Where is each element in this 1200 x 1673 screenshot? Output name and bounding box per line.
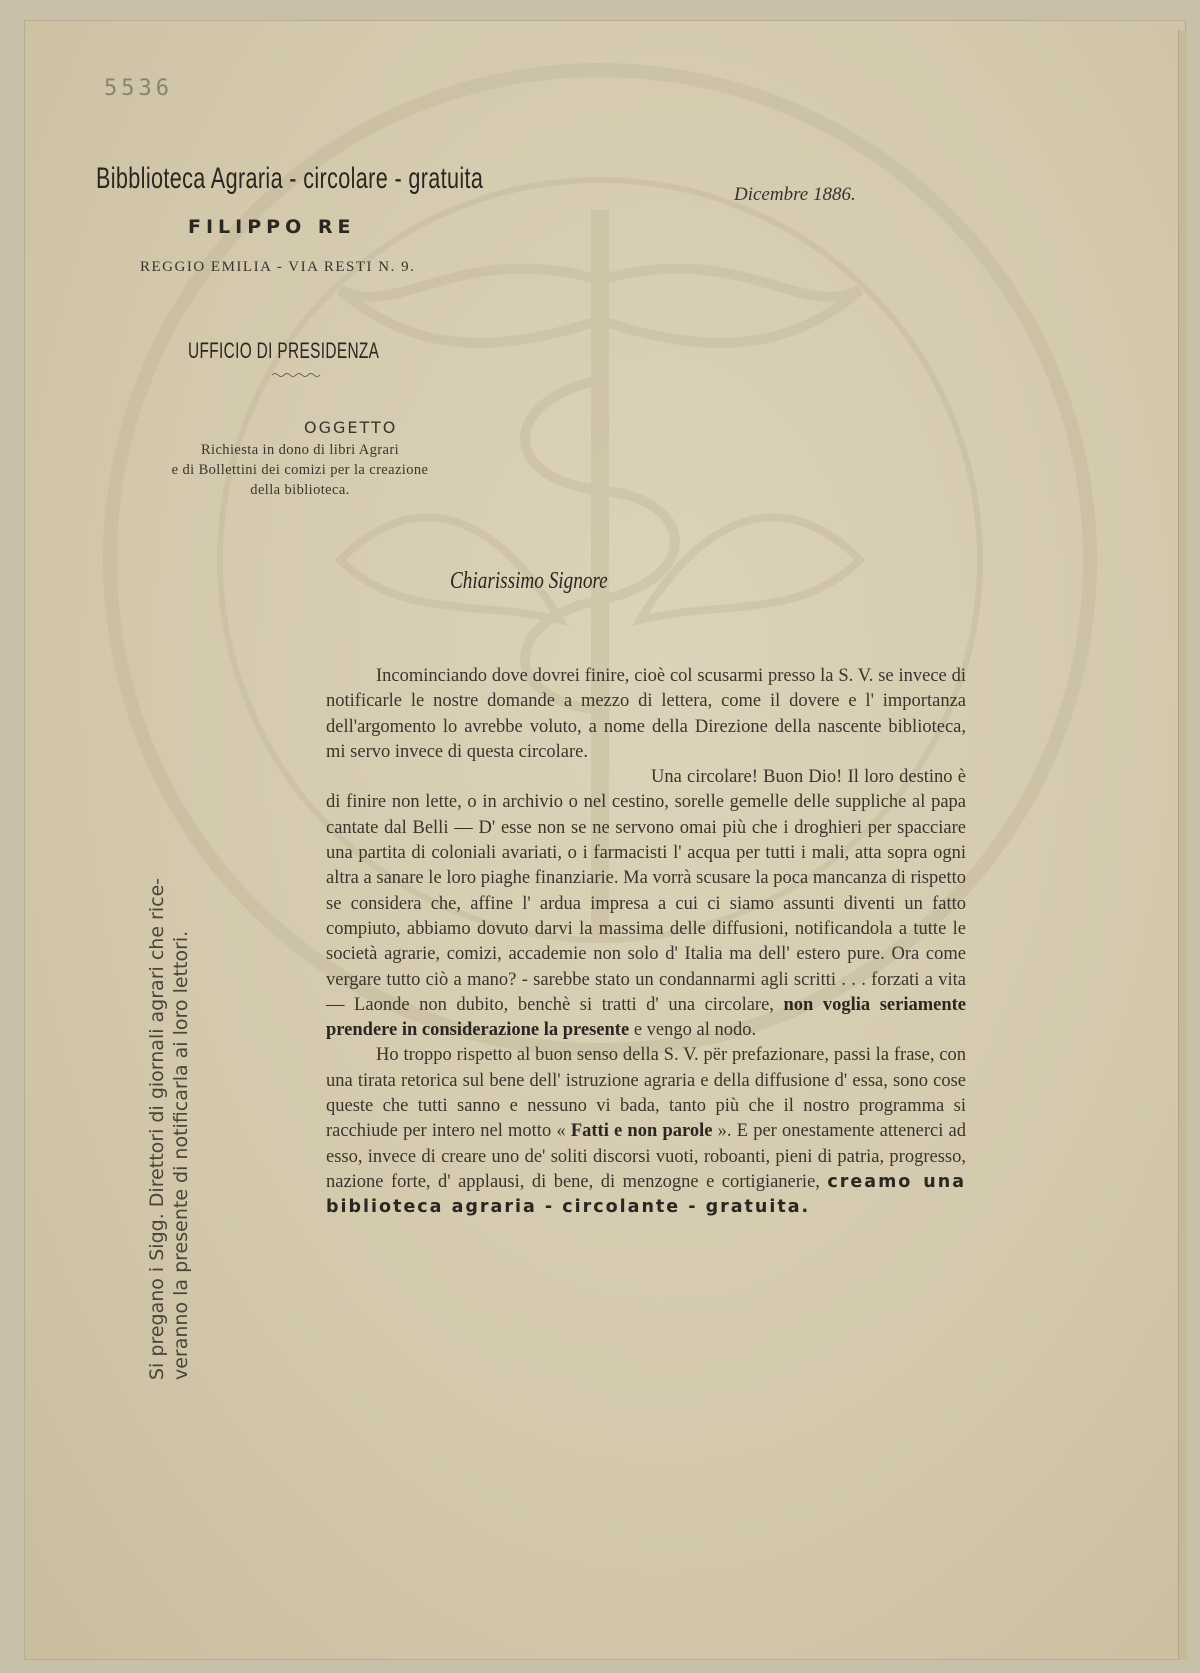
subject-block [90, 440, 510, 500]
motto-text: Fatti e non parole [570, 1121, 713, 1142]
office-heading: UFFICIO DI PRESIDENZA [188, 338, 380, 363]
sidenote-line: veranno la presente di notificarla ai loro lettori. [170, 930, 192, 1380]
letter-body [326, 664, 966, 1221]
ornament-divider [272, 372, 322, 378]
header-name: FILIPPO RE [188, 216, 356, 238]
emphasis-text: non voglia seriamente prendere in considerazione la presente [326, 994, 967, 1041]
paragraph [326, 1043, 966, 1220]
header-address: REGGIO EMILIA - VIA RESTI N. 9. [140, 259, 416, 275]
sidenote-line: Si pregano i Sigg. Direttori di giornali agrari che rice- [146, 877, 168, 1380]
paragraph-text: Ho troppo rispetto al buon senso della S. V. për prefazionare, passi la frase, con una tirata retorica sul bene dell' istruzione agraria e della diffusione d' essa, sono cose queste che tutti sanno e nessuno vi bada, tanto più che il nostro programma si racchiude per intero nel motto « [326, 1045, 966, 1142]
paragraph-text: ». E per onestamente attenerci ad esso, invece di creare uno de' soliti discorsi vuoti, roboanti, pieni di patria, progresso, nazione forte, d' applausi, di bene, di menzogne e cortigianerie, [326, 1121, 966, 1192]
subject-line: della biblioteca. [250, 482, 350, 498]
emphasis-text: creamo una biblioteca agraria - circolante - gratuita. [326, 1171, 967, 1218]
document-date: Dicembre 1886. [734, 184, 856, 205]
subject-line: e di Bollettini dei comizi per la creazione [171, 462, 429, 478]
vertical-sidenote [145, 660, 193, 1380]
header-title: Bibblioteca Agraria - circolare - gratuita [96, 162, 484, 195]
paragraph [326, 765, 966, 1043]
sheet-edge [1178, 30, 1187, 1660]
subject-heading: OGGETTO [304, 418, 398, 437]
paragraph: Incominciando dove dovrei finire, cioè col scusarmi presso la S. V. se invece di notificarle le nostre domande a mezzo di lettera, come il dovere e l' importanza dell'argomento lo avrebbe voluto, a nome della Direzione della nascente biblioteca, mi servo invece di questa circolare. [326, 666, 966, 762]
paragraph-text: Una circolare! Buon Dio! Il loro destino è di finire non lette, o in archivio o nel cestino, sorelle gemelle delle suppliche al papa cantate dal Belli — D' esse non se ne servono omai più che i droghieri per spacciare una partita di coloniali avariati, o i farmacisti l' acqua per tutti i mali, atta sopra ogni altra a sanare le loro piaghe finanziarie. Ma vorrà scusare la poca mancanza di rispetto se considera che, affine l' ardua impresa a cui ci siamo assunti diventi un fatto compiuto, abbiamo dovuto darvi la massima delle diffusioni, notificandola a tutte le società agrarie, comizi, accademie non solo d' Italia ma dell' estero pure. Ora come vergare tutto ciò a mano? - sarebbe stato un condannarmi agli scritti . . . forzati a vita — Laonde non dubito, benchè si tratti d' una circolare, [326, 767, 966, 1015]
subject-line: Richiesta in dono di libri Agrari [200, 442, 400, 458]
paragraph-text: e vengo al nodo. [633, 1020, 757, 1041]
salutation: Chiarissimo Signore [450, 568, 608, 594]
document-number: 5536 [104, 76, 173, 101]
